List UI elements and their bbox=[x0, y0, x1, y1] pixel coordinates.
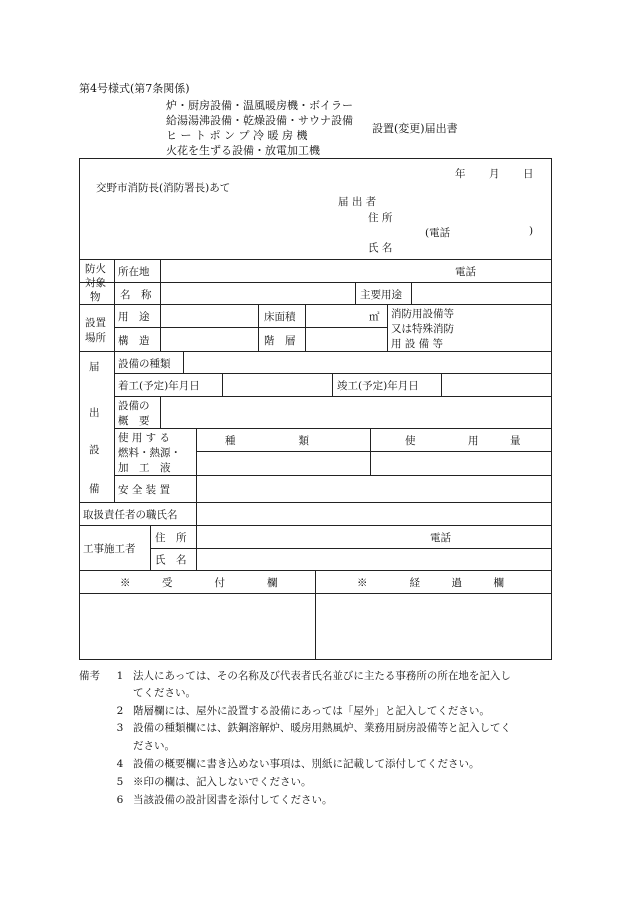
note-item: ださい。 bbox=[133, 740, 175, 752]
equipment-type-line-3: ヒ ー ト ポ ン プ 冷 暖 房 機 bbox=[166, 129, 308, 142]
usage-header: 使 用 量 bbox=[405, 435, 521, 447]
fuel-label-1: 使 用 す る bbox=[118, 432, 171, 444]
equipment-side-4: 備 bbox=[89, 483, 100, 495]
equipment-type-line-1: 炉・厨房設備・温風暖房機・ボイラー bbox=[166, 99, 353, 112]
day-label: 日 bbox=[523, 168, 534, 180]
summary-label-1: 設備の bbox=[118, 400, 150, 412]
notes-title: 備考 bbox=[79, 670, 100, 682]
note-item: 1 法人にあっては、その名称及び代表者氏名並びに主たる事務所の所在地を記入し bbox=[116, 670, 511, 682]
target-label-3: 物 bbox=[90, 291, 101, 303]
safety-device-label: 安 全 装 置 bbox=[118, 484, 171, 496]
contractor-name-label: 氏 名 bbox=[155, 554, 187, 566]
equipment-side-3: 設 bbox=[89, 444, 100, 456]
applicant-phone-close: ) bbox=[529, 225, 534, 237]
target-label-2: 対象 bbox=[85, 277, 106, 289]
applicant-name-label: 氏 名 bbox=[368, 242, 393, 254]
contractor-label: 工事施工者 bbox=[83, 543, 136, 555]
manager-label: 取扱責任者の職氏名 bbox=[83, 509, 178, 521]
contractor-phone-label: 電話 bbox=[430, 532, 451, 544]
month-label: 月 bbox=[489, 168, 500, 180]
start-date-label: 着工(予定)年月日 bbox=[118, 380, 200, 392]
target-label-1: 防火 bbox=[85, 263, 106, 275]
install-label-2: 場所 bbox=[85, 332, 106, 344]
equipment-side-2: 出 bbox=[89, 407, 100, 419]
applicant-phone-label: (電話 bbox=[425, 227, 451, 239]
equipment-side-1: 届 bbox=[89, 361, 100, 373]
target-phone-label: 電話 bbox=[455, 266, 476, 278]
note-item: 6 当該設備の設計図書を添付してください。 bbox=[116, 794, 333, 806]
use-label: 用 途 bbox=[118, 311, 150, 323]
note-item: 2 階層欄には、屋外に設置する設備にあっては「屋外」と記入してください。 bbox=[116, 705, 490, 717]
equipment-type-label: 設備の種類 bbox=[118, 358, 171, 370]
fire-equipment-label-1: 消防用設備等 bbox=[391, 308, 454, 320]
kind-header: 種 類 bbox=[225, 435, 309, 447]
form-number: 第4号様式(第7条関係) bbox=[79, 82, 190, 95]
applicant-address-label: 住 所 bbox=[368, 212, 393, 224]
fuel-label-2: 燃料・熱源・ bbox=[118, 447, 181, 459]
main-use-label: 主要用途 bbox=[360, 289, 402, 301]
name-label: 名 称 bbox=[120, 289, 152, 301]
note-item: 3 設備の種類欄には、鉄鋼溶解炉、暖房用熱風炉、業務用厨房設備等と記入してく bbox=[116, 722, 511, 734]
contractor-address-label: 住 所 bbox=[155, 532, 187, 544]
summary-label-2: 概 要 bbox=[118, 415, 150, 427]
structure-label: 構 造 bbox=[118, 335, 150, 347]
fuel-label-3: 加 工 液 bbox=[118, 462, 171, 474]
floor-level-label: 階 層 bbox=[264, 335, 296, 347]
note-item: 5 ※印の欄は、記入しないでください。 bbox=[116, 776, 312, 788]
reception-column-header: ※ 受 付 欄 bbox=[120, 577, 278, 589]
fire-equipment-label-3: 用 設 備 等 bbox=[391, 338, 444, 350]
equipment-type-line-2: 給湯湯沸設備・乾燥設備・サウナ設備 bbox=[166, 114, 353, 127]
document-title: 設置(変更)届出書 bbox=[372, 122, 458, 135]
location-label: 所在地 bbox=[118, 266, 150, 278]
area-unit: ㎡ bbox=[369, 311, 380, 323]
year-label: 年 bbox=[455, 168, 466, 180]
floor-area-label: 床面積 bbox=[264, 311, 296, 323]
end-date-label: 竣工(予定)年月日 bbox=[337, 380, 419, 392]
addressee: 交野市消防長(消防署長)あて bbox=[96, 182, 231, 194]
install-label-1: 設置 bbox=[85, 317, 106, 329]
note-item: 4 設備の概要欄に書き込めない事項は、別紙に記載して添付してください。 bbox=[116, 758, 480, 770]
equipment-type-line-4: 火花を生ずる設備・放電加工機 bbox=[166, 144, 320, 157]
applicant-label: 届 出 者 bbox=[338, 196, 377, 208]
note-item: てください。 bbox=[133, 687, 196, 699]
fire-equipment-label-2: 又は特殊消防 bbox=[391, 323, 454, 335]
progress-column-header: ※ 経 過 欄 bbox=[357, 577, 504, 589]
